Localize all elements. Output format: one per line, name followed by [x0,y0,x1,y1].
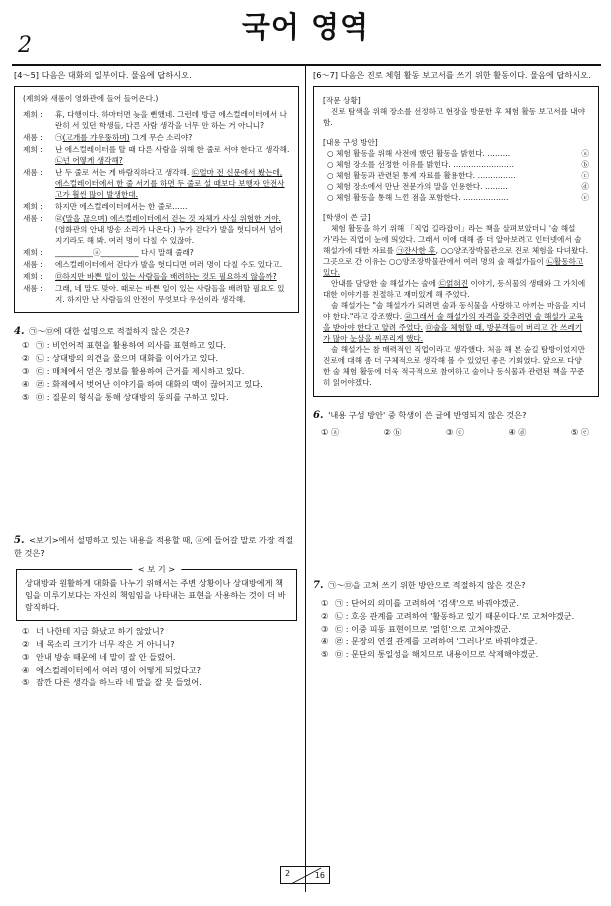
plan-item [323,170,589,181]
text-segment: __________ⓐ__________ 다시 말해 줄래? [55,247,194,257]
speaker-label: 새롬 : [23,259,43,269]
text-segment: ㉢얽혀진 [438,278,469,288]
option-number: ③ [22,366,30,377]
answer-option: ④ ⓓ [508,427,527,438]
turn-text [55,271,290,282]
turn-text [55,167,290,200]
option-number: ③ [22,651,30,662]
text-segment: 체험 활동을 하기 위해 「직업 길라잡이」라는 책을 살펴보았더니 '술 해설가'라는 직업이 눈에 띄었다. 그래서 이에 대해 좀 더 알아보려고 인터넷에서 술 해설가에 대한 자료를 [323,223,582,255]
plan-marker: ⓐ [581,148,589,158]
turn-text [55,259,290,270]
question-4-stem: ㉠～㉤에 대한 설명으로 적절하지 않은 것은? [29,325,190,336]
text-segment: ㉣ [55,213,63,223]
question-5-stem: <보기>에서 설명하고 있는 내용을 적용할 때, ⓐ에 들어갈 말로 가장 적절한 것은? [14,534,294,559]
turn-text [55,283,290,305]
text-segment: 하지만 에스컬레이터에서는 한 줄로…… [55,201,188,211]
text-segment: 그래, 네 말도 맞아. 때로는 바쁜 일이 있는 사람들을 배려할 필요도 있지. 하지만 난 사람들의 안전이 무엇보다 우선이라 생각해. [55,283,285,304]
text-segment: (말을 끊으며) 에스컬레이터에서 걷는 것 자체가 사실 위험한 거야. [62,213,281,223]
option-number: ③ [321,623,329,634]
dialogue-turn [23,144,290,166]
answer-option [14,353,299,365]
plan-item [323,159,589,170]
essay-paragraph [323,278,589,300]
speaker-label: 새롬 : [23,213,43,223]
left-column [14,70,299,689]
option-number: ② [22,638,30,649]
speaker-label: 제희 : [23,201,43,211]
option-text: 네 목소리 크기가 너무 작은 거 아니니? [36,638,175,649]
option-number: ⑤ [321,649,329,660]
student-essay-heading: [학생이 쓴 글] [323,212,371,222]
answer-option [313,611,599,623]
text-segment: (고개를 갸우뚱하며) [62,132,130,142]
dialogue-turn [23,247,290,258]
option-text: ㉢ : 매체에서 얻은 정보를 활용하여 근거를 제시하고 있다. [36,366,245,377]
text-segment: , ○○양조장박물관으로 진로 체험을 다녀왔다. 그곳으로 간 이유는 ○○양조장박물관에서 여러 명의 술 해설가들이 [323,245,589,266]
question-4-number: 4. [14,325,25,337]
dialogue-turn [23,271,290,282]
speaker-label: 제희 : [23,109,43,119]
answer-option: ② ⓑ [383,427,402,438]
turn-text [55,201,290,212]
plan-item [323,181,589,192]
text-segment: ㉤하지만 바쁜 일이 있는 사람들을 배려하는 것도 필요하지 않을까? [55,271,277,281]
right-column [313,70,599,661]
text-segment: ㉡넌 어떻게 생각해? [55,155,123,165]
answer-option [14,366,299,378]
total-pages: 16 [314,871,325,881]
turn-text [55,247,290,258]
page-counter [280,866,330,884]
option-text: 너 나한테 지금 화났고 하기 않았니? [36,625,165,636]
answer-option: ⑤ ⓔ [570,427,589,438]
text-segment: ㉢얼마 전 신문에서 봤는데, 에스컬레이터에서 한 줄 서기를 하면 두 줄로 설 때보다 보행자 안전사고가 훨씬 많이 발생한대. [55,167,285,199]
dialogue-turn [23,259,290,270]
text-segment: 이야기, 동식물의 생태와 그 가치에 대한 이야기를 친절하고 재미있게 해 주었다. [323,278,586,299]
dialogue-turn [23,283,290,305]
dialogue-intro: (제희와 새롬이 영화관에 들어 들어온다.) [23,93,159,103]
text-segment: 술 해설가는 "술 해설가가 되려면 술과 동식물을 사랑하고 아끼는 마음을 지녀야 한다."라고 강조했다. [323,300,587,321]
option-text: ㉠ : 단어의 의미를 고려하여 '검색'으로 바꿔야겠군. [335,597,519,608]
option-number: ① [321,597,329,608]
dialogue-box [14,86,299,313]
question-6-number: 6. [313,409,324,421]
plan-marker: ⓓ [581,181,589,191]
content-plan-list [323,148,589,203]
speaker-label: 제희 : [23,271,43,281]
text-segment: 휴, 다행이다. 하마터면 늦을 뻔했네. 그런데 방금 에스컬레이터에서 나란히 서 있던 학생들, 다른 사람 생각을 너무 안 하는 거 아니니? [55,109,287,130]
option-number: ④ [22,664,30,675]
option-text: ㉠ : 비언어적 표현을 활용하여 의사를 표현하고 있다. [36,340,226,351]
option-text: 안내 방송 때문에 네 말이 잘 안 들렸어. [36,651,176,662]
content-plan-heading: [내용 구성 방안] [323,137,378,147]
question-6-options [313,423,599,439]
dialogue-turn [23,201,290,212]
answer-option [313,636,599,648]
writing-situation-heading: [작문 상황] [323,95,361,105]
question-6-stem: '내용 구성 방안' 중 학생이 쓴 글에 반영되지 않은 것은? [328,409,527,420]
plan-marker: ⓒ [581,170,589,180]
option-number: ④ [321,636,329,647]
answer-option: ① ⓐ [321,427,340,438]
activity-box [313,86,599,397]
option-text: ㉡ : 상대방의 의견을 물으며 대화를 이어가고 있다. [36,353,219,364]
plan-marker: ⓑ [581,159,589,169]
option-number: ⑤ [22,677,30,688]
bogi-title: < 보 기 > [132,564,181,576]
answer-option [14,652,299,664]
text-segment: 술 해설가는 참 매력적인 직업이라고 생각했다. 처음 해 본 숲길 탐방이었지만 진로에 대해 좀 더 구체적으로 생각해 볼 수 있었던 좋은 기회였다. 앞으로 다양한 술 체험 활동에 더욱 적극적으로 참여하고 술이나 동식물과 관련된 책을 꾸준히 읽어야겠다. [323,344,585,387]
option-number: ⑤ [22,391,30,402]
dialogue-turn [23,167,290,200]
option-text: ㉤ : 질문의 형식을 통해 상대방의 동의를 구하고 있다. [36,391,229,402]
text-segment: (영화관의 안내 방송 소리가 나온다.) 누가 걷다가 발을 헛디뎌서 넘어지기라도 해 봐. 여러 명이 다칠 수 있잖아. [55,224,284,245]
question-6 [313,409,599,439]
text-segment: ㉠잔사한 후 [396,245,436,255]
answer-option [14,626,299,638]
answer-option [14,665,299,677]
option-number: ④ [22,379,30,390]
essay-paragraph [323,344,589,388]
option-number: ② [321,610,329,621]
answer-option [14,379,299,391]
answer-option [313,624,599,636]
text-segment: ㉡활동하고 있다. [323,256,584,277]
option-text: ㉣ : 문장의 연결 관계를 고려하여 '그러나'로 바꿔야겠군. [335,636,538,647]
speaker-label: 새롬 : [23,132,43,142]
question-7-number: 7. [313,580,324,592]
essay-paragraph [323,223,589,278]
option-text: 에스컬레이터에서 여러 명이 어떻게 되었다고? [36,664,202,675]
question-7-stem: ㉠～㉤을 고쳐 쓰기 위한 방안으로 적절하지 않은 것은? [328,580,526,591]
text-segment: 난 두 줄로 서는 게 바람직하다고 생각해. [55,167,192,177]
option-text: ㉣ : 화제에서 벗어난 이야기를 하여 대화의 맥이 끊어지고 있다. [36,379,263,390]
option-text: ㉡ : 호응 관계를 고려하여 '활동하고 있기 때문이다.'로 고쳐야겠군. [335,610,575,621]
turn-text [55,109,290,131]
text-segment: 에스컬레이터에서 걷다가 발을 헛디디면 여러 명이 다칠 수도 있다고. [55,259,283,269]
answer-option: ③ ⓒ [445,427,465,438]
question-5 [14,534,299,690]
option-text: 잠깐 다른 생각을 하느라 네 말을 잘 못 들었어. [36,677,202,688]
plan-text: ○ 체험 활동을 위해 사전에 했던 활동을 밝힌다. ……… [327,148,511,158]
option-text: ㉤ : 문단의 통일성을 해치므로 내용이므로 삭제해야겠군. [335,649,539,660]
set-6-7-instruction: [6～7] 다음은 진로 체험 활동 보고서를 쓰기 위한 활동이다. 물음에 답하시오. [313,70,591,80]
answer-option [14,677,299,689]
question-7 [313,579,599,661]
bogi-box [16,564,297,621]
header-rule [12,64,601,66]
text-segment: ㉠ [55,132,63,142]
speaker-label: 제희 : [23,247,43,257]
plan-text: ○ 체험 활동과 관련된 통계 자료를 활용한다. …………… [327,170,516,180]
question-5-options [14,626,299,689]
plan-text: ○ 체험 장소에서 만난 전문가의 말을 인용한다. ……… [327,181,508,191]
dialogue-turn [23,132,290,143]
dialogue-turn [23,213,290,246]
column-divider [305,66,306,892]
text-segment: 난 에스컬레이터를 탈 때 다른 사람을 위해 한 줄로 서야 한다고 생각해. [55,144,290,154]
answer-option [313,649,599,661]
question-5-number: 5. [14,534,25,546]
answer-option [14,340,299,352]
turn-text [55,132,290,143]
set-4-5-instruction: [4～5] 다음은 대화의 일부이다. 물음에 답하시오. [14,70,192,80]
plan-text: ○ 체험 활동을 통해 느낀 점을 포함한다. ……………… [327,192,509,202]
question-4-options [14,340,299,403]
plan-item [323,192,589,203]
text-segment: ㉤술을 체험할 때, 방문객들이 버리고 간 쓰레기가 많아 눈살을 찌푸리게 했다. [323,322,583,343]
current-page: 2 [285,869,291,878]
page-number: 2 [18,33,32,58]
option-text: ㉢ : 이중 피동 표현이므로 '얽힌'으로 고쳐야겠군. [335,623,512,634]
dialogue-turns [23,109,290,305]
page-title: 국어 영역 [241,10,370,44]
turn-text [55,213,290,246]
student-essay [323,223,589,388]
speaker-label: 제희 : [23,144,43,154]
writing-situation-text: 진로 탐색을 위해 장소를 선정하고 현장을 방문한 후 체험 활동 보고서를 내야 함. [323,106,585,127]
question-7-options [313,598,599,661]
text-segment: 그게 무슨 소리야? [129,132,193,142]
essay-paragraph [323,300,589,344]
dialogue-turn [23,109,290,131]
plan-text: ○ 체험 장소를 선정한 이유를 밝힌다. …………………… [327,159,514,169]
option-number: ② [22,353,30,364]
text-segment: ㉣그래서 술 해설가의 자격을 갖추려면 술 해설가 교육을 받아야 한다고 알려 주었다. [323,311,584,332]
speaker-label: 새롬 : [23,167,43,177]
option-number: ① [22,625,30,636]
answer-option [313,598,599,610]
speaker-label: 새롬 : [23,283,43,293]
option-number: ① [22,340,30,351]
text-segment: 안내를 담당한 술 해설가는 술에 [331,278,439,288]
bogi-text: 상대방과 원활하게 대화를 나누기 위해서는 주변 상황이나 상대방에게 책임을 미루기보다는 자신의 책임임을 나타내는 표현을 사용하는 것이 더 바람직하다. [25,578,286,613]
answer-option [14,392,299,404]
turn-text [55,144,290,166]
question-4 [14,325,299,404]
plan-item [323,148,589,159]
plan-marker: ⓔ [581,192,589,202]
answer-option [14,639,299,651]
